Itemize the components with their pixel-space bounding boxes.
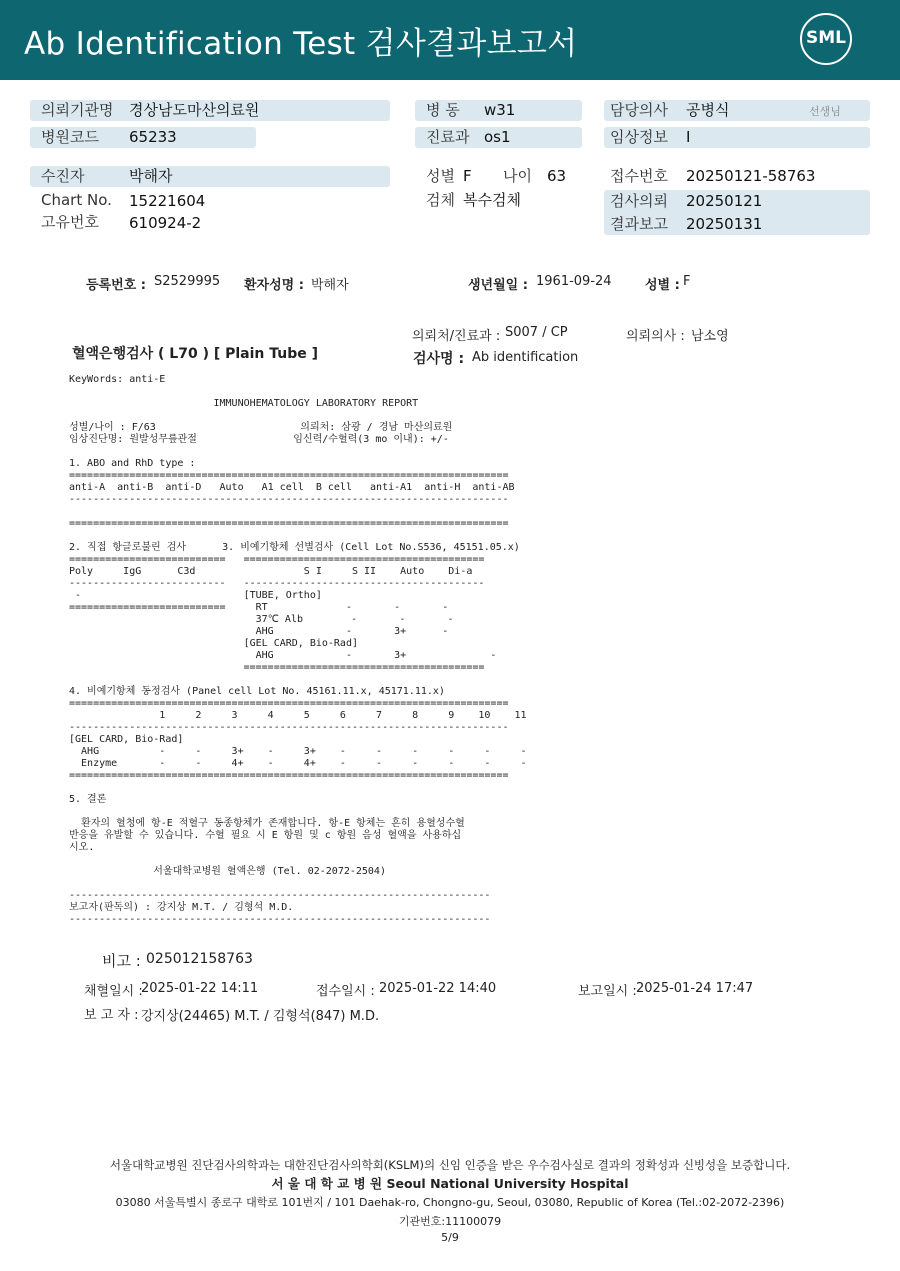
specimen-label: 검체: [426, 191, 455, 209]
unique-label: 고유번호: [41, 213, 99, 231]
examinee-label: 수진자: [41, 167, 85, 185]
collected-label: 채혈일시 :: [84, 984, 143, 999]
receipt-label: 접수번호: [610, 167, 668, 185]
page-number: 5/9: [441, 1231, 459, 1244]
sex-label: 성별: [426, 167, 455, 185]
hospital-name-kr: 서 울 대 학 교 병 원: [271, 1176, 383, 1191]
patient-name-value: 박해자: [311, 278, 349, 293]
req-doctor-label: 의뢰의사 :: [626, 329, 685, 344]
sml-logo-icon: [800, 13, 852, 65]
reporter-label: 보 고 자 :: [84, 1008, 139, 1023]
doctor-suffix: 선생님: [809, 105, 841, 118]
test-name-value: Ab identification: [472, 350, 579, 365]
lab-report-text: KeyWords: anti-E IMMUNOHEMATOLOGY LABORATORY REPORT 성별/나이 : F/63 의뢰처: 삼광 / 경남 마산의료원 임상진단명: 원발성무릎관절 임신력/수혈력(3 mo 이내): +/- 1. ABO and RhD type : ========================================================================= anti-A anti-B anti-D Auto A1 cell B cell anti-A1 anti-H anti-AB ------------------------------------------------------------------------- ========================================================================= 2. 직접 항글로불린 검사 3. 비예기항체 선별검사 (Cell Lot No.S536, 45151.05.x) ========================== ======================================== Poly IgG C3d S I S II Auto Di-a -------------------------- ---------------------------------------- - [TUBE, Ortho] ========================== RT - - - 37℃ Alb - - - AHG - 3+ - [GEL CARD, Bio-Rad] AHG - 3+ - ======================================== 4. 비예기항체 동정검사 (Panel cell Lot No. 45161.11.x, 45171.11.x) ========================================================================= 1 2 3 4 5 6 7 8 9 10 11 ------------------------------------------------------------------------- [GEL CARD, Bio-Rad] AHG - - 3+ - 3+ - - - - - - Enzyme - - 4+ - 4+ - - - - - - ========================================================================= 5. 결론 환자의 혈청에 항-E 적혈구 동종항체가 존재합니다. 항-E 항체는 흔히 용혈성수혈 반응을 유발할 수 있습니다. 수혈 필요 시 E 항원 및 c 항원 음성 혈액을 사용하십 시오. 서울대학교병원 혈액은행 (Tel. 02-2072-2504) ---------------------------------------------------------------------- 보고자(판독의) : 강지상 M.T. / 김형석 M.D. ----------------------------------------------------------------------: [69, 374, 527, 925]
hospital-address: 03080 서울특별시 종로구 대학로 101번지 / 101 Daehak-ro, Chongno-gu, Seoul, 03080, Republic of Korea (Tel.:02-2072-2396): [115, 1196, 785, 1209]
note-value: 025012158763: [146, 951, 253, 967]
hospital-code-value: 65233: [129, 128, 177, 146]
institution-value: 경상남도마산의료원: [129, 101, 260, 119]
hospital-name: [0, 1174, 900, 1192]
report-date-label: 결과보고: [610, 215, 668, 233]
request-value: 20250121: [686, 192, 763, 210]
examinee-value: 박해자: [129, 167, 173, 185]
chart-label: Chart No.: [41, 191, 112, 209]
report-date-value: 20250131: [686, 215, 763, 233]
department-label: 진료과: [426, 128, 470, 146]
doctor-label: 담당의사: [610, 101, 668, 119]
sex-value: F: [463, 167, 472, 185]
dob-label: 생년월일 :: [468, 278, 528, 293]
chart-value: 15221604: [129, 192, 206, 210]
receipt-value: 20250121-58763: [686, 167, 816, 185]
test-name-label: 검사명 :: [413, 351, 465, 367]
clinical-value: I: [686, 128, 691, 146]
age-value: 63: [547, 167, 567, 185]
doctor-value: 공병식: [686, 101, 730, 119]
hospital-name-en: Seoul National University Hospital: [386, 1176, 629, 1191]
note-label: 비고 :: [102, 952, 141, 970]
hospital-code-label: 병원코드: [41, 128, 99, 146]
dept-label: 의뢰처/진료과 :: [412, 329, 501, 344]
certification-text: 서울대학교병원 진단검사의학과는 대한진단검사의학회(KSLM)의 신임 인증을 받은 우수검사실로 결과의 정확성과 신빙성을 보증합니다.: [109, 1158, 791, 1172]
request-label: 검사의뢰: [610, 192, 668, 210]
reg-label: 등록번호 :: [86, 278, 146, 293]
dob-value: 1961-09-24: [536, 274, 612, 289]
report-header: [0, 0, 900, 80]
req-doctor-value: 남소영: [691, 329, 729, 344]
logo-text: SML: [806, 28, 846, 48]
department-value: os1: [484, 128, 511, 146]
institution-label: 의뢰기관명: [41, 101, 114, 119]
clinical-label: 임상정보: [610, 128, 668, 146]
reported-label: 보고일시 :: [578, 984, 637, 999]
ward-label: 병 동: [426, 101, 460, 119]
reporter-value: 강지상(24465) M.T. / 김형석(847) M.D.: [141, 1009, 380, 1024]
report-title: Ab Identification Test 검사결과보고서: [24, 26, 578, 62]
unique-value: 610924-2: [129, 214, 202, 232]
ward-value: w31: [484, 101, 516, 119]
specimen-value: 복수검체: [463, 191, 521, 209]
dept-value: S007 / CP: [505, 325, 568, 340]
reg-sex-value: F: [683, 274, 691, 289]
reg-sex-label: 성별 :: [645, 278, 680, 293]
collected-value: 2025-01-22 14:11: [141, 981, 259, 996]
age-label: 나이: [503, 167, 532, 185]
received-label: 접수일시 :: [316, 984, 375, 999]
institution-number: 기관번호:11100079: [398, 1215, 502, 1228]
test-title: 혈액은행검사 ( L70 ) [ Plain Tube ]: [72, 346, 319, 362]
received-value: 2025-01-22 14:40: [379, 981, 497, 996]
patient-name-label: 환자성명 :: [244, 278, 304, 293]
reg-value: S2529995: [154, 274, 221, 289]
reported-value: 2025-01-24 17:47: [636, 981, 754, 996]
